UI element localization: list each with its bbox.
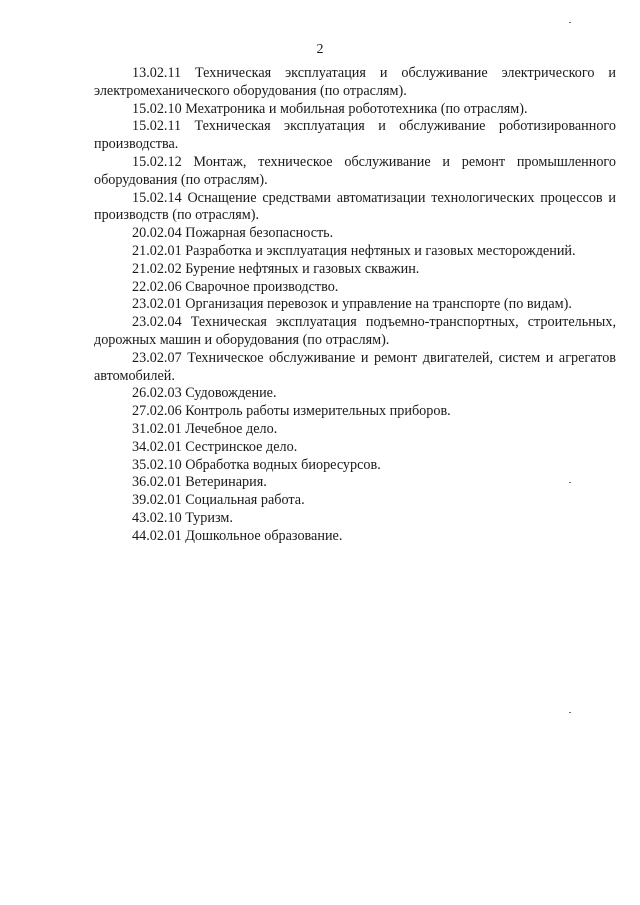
page-number: 2 <box>316 42 324 57</box>
list-item: 15.02.10 Мехатроника и мобильная робототехника (по отраслям). <box>132 100 528 117</box>
list-item: 21.02.01 Разработка и эксплуатация нефтяных и газовых месторождений. <box>132 242 576 259</box>
list-item: 36.02.01 Ветеринария. <box>132 474 267 491</box>
scan-speck <box>569 482 571 483</box>
list-item: 15.02.14 Оснащение средствами автоматизации технологических процессов и производств (по отраслям). <box>94 189 616 224</box>
list-item: 35.02.10 Обработка водных биоресурсов. <box>132 456 381 473</box>
specialty-list <box>94 65 616 546</box>
list-item: 44.02.01 Дошкольное образование. <box>132 527 343 544</box>
scan-speck <box>569 22 571 23</box>
list-item: 27.02.06 Контроль работы измерительных приборов. <box>132 403 451 420</box>
list-item: 23.02.07 Техническое обслуживание и ремонт двигателей, систем и агрегатов автомобилей. <box>94 349 616 384</box>
list-item: 21.02.02 Бурение нефтяных и газовых скважин. <box>132 260 420 277</box>
list-item: 26.02.03 Судовождение. <box>132 385 277 402</box>
list-item: 15.02.12 Монтаж, техническое обслуживание и ремонт промышленного оборудования (по отраслям). <box>94 153 616 188</box>
list-item: 43.02.10 Туризм. <box>132 509 233 526</box>
list-item: 13.02.11 Техническая эксплуатация и обслуживание электрического и электромеханического оборудования (по отраслям). <box>94 65 616 99</box>
list-item: 31.02.01 Лечебное дело. <box>132 420 278 437</box>
scan-speck <box>569 712 571 713</box>
list-item: 23.02.04 Техническая эксплуатация подъемно-транспортных, строительных, дорожных машин и оборудования (по отраслям). <box>94 314 616 348</box>
list-item: 22.02.06 Сварочное производство. <box>132 278 339 295</box>
list-item: 34.02.01 Сестринское дело. <box>132 438 298 455</box>
list-item: 23.02.01 Организация перевозок и управление на транспорте (по видам). <box>132 296 572 313</box>
list-item: 39.02.01 Социальная работа. <box>132 492 305 509</box>
list-item: 15.02.11 Техническая эксплуатация и обслуживание роботизированного производства. <box>94 118 616 153</box>
list-item: 20.02.04 Пожарная безопасность. <box>132 225 334 242</box>
